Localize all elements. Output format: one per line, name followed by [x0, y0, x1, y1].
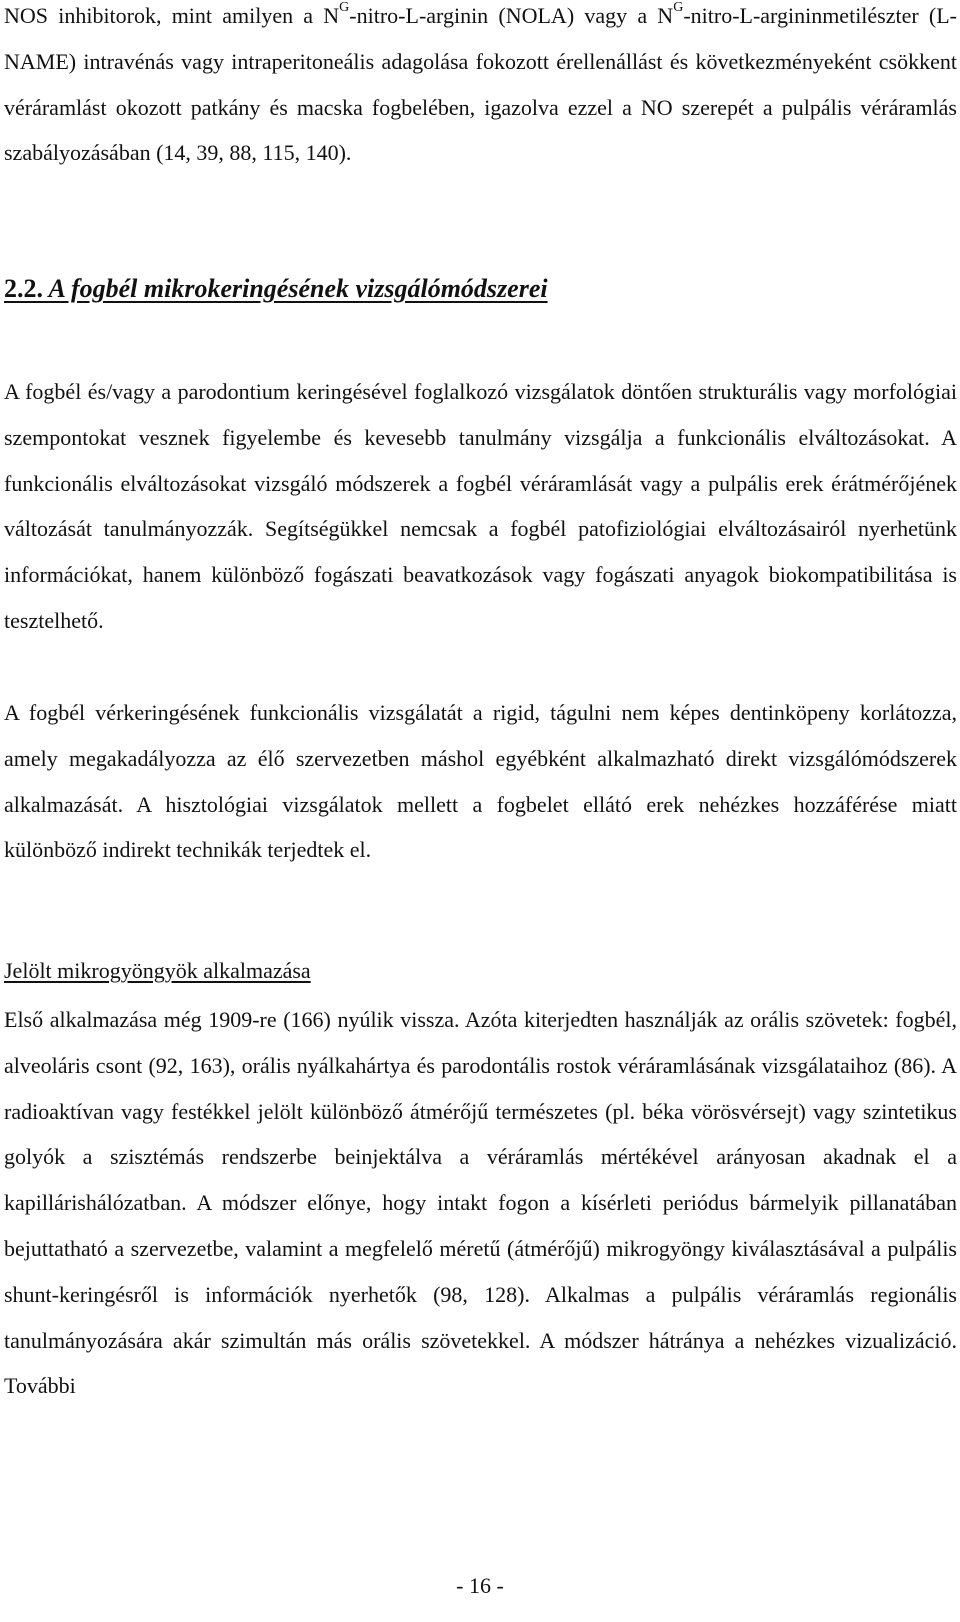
- page-number: - 16 -: [456, 1573, 504, 1598]
- paragraph-nos-inhibitors: [4, 0, 957, 176]
- subsection-heading: Jelölt mikrogyöngyök alkalmazása: [4, 958, 311, 983]
- paragraph-text: -nitro-L-argininmetilészter (L-NAME) intravénás vagy intraperitoneális adagolása fokozott érellenállást és következményeként csökkent véráramlást okozott patkány és macska fogbelében, igazolva ezzel a NO szerepét a pulpális véráramlás szabályozásában (14, 39, 88, 115, 140).: [4, 3, 958, 166]
- paragraph-functional-study: A fogbél vérkeringésének funkcionális vizsgálatát a rigid, tágulni nem képes dentinköpeny korlátozza, amely megakadályozza az élő szervezetben máshol egyébként alkalmazható direkt vizsgálómódszerek alkalmazását. A hisztológiai vizsgálatok mellett a fogbelet ellátó erek nehézkes hozzáférése miatt különböző indirekt technikák terjedtek el.: [4, 700, 957, 863]
- paragraph-methods-overview: A fogbél és/vagy a parodontium keringésével foglalkozó vizsgálatok döntően strukturális vagy morfológiai szempontokat vesznek figyelembe és kevesebb tanulmány vizsgálja a funkcionális elváltozásokat. A funkcionális elváltozásokat vizsgáló módszerek a fogbél véráramlását vagy a pulpális erek érátmérőjének változását tanulmányozzák. Segítségükkel nemcsak a fogbél patofiziológiai elváltozásairól nyerhetünk információkat, hanem különböző fogászati beavatkozások vagy fogászati anyagok biokompatibilitása is tesztelhető.: [4, 379, 957, 633]
- section-number: 2.2.: [4, 274, 43, 303]
- section-heading: [4, 269, 548, 309]
- superscript: G: [339, 0, 350, 15]
- paragraph-text: -nitro-L-arginin (NOLA) vagy a N: [349, 3, 674, 28]
- paragraph-microspheres: Első alkalmazása még 1909-re (166) nyúlik vissza. Azóta kiterjedten használják az orális szövetek: fogbél, alveoláris csont (92, 163), orális nyálkahártya és parodontális rostok véráramlásának vizsgálataihoz (86). A radioaktívan vagy festékkel jelölt különböző átmérőjű természetes (pl. béka vörösvérsejt) vagy szintetikus golyók a szisztémás rendszerbe beinjektálva a véráramlás mértékével arányosan akadnak el a kapillárishálózatban. A módszer előnye, hogy intakt fogon a kísérleti periódus bármelyik pillanatában bejuttatható a szervezetbe, valamint a megfelelő méretű (átmérőjű) mikrogyöngy kiválasztásával a pulpális shunt-keringésről is információk nyerhetők (98, 128). Alkalmas a pulpális véráramlás regionális tanulmányozására akár szimultán más orális szövetekkel. A módszer hátránya a nehézkes vizualizáció. További: [4, 1007, 957, 1399]
- superscript: G: [673, 0, 684, 15]
- section-title: A fogbél mikrokeringésének vizsgálómódszerei: [48, 274, 548, 303]
- paragraph-text: NOS inhibitorok, mint amilyen a N: [4, 3, 340, 28]
